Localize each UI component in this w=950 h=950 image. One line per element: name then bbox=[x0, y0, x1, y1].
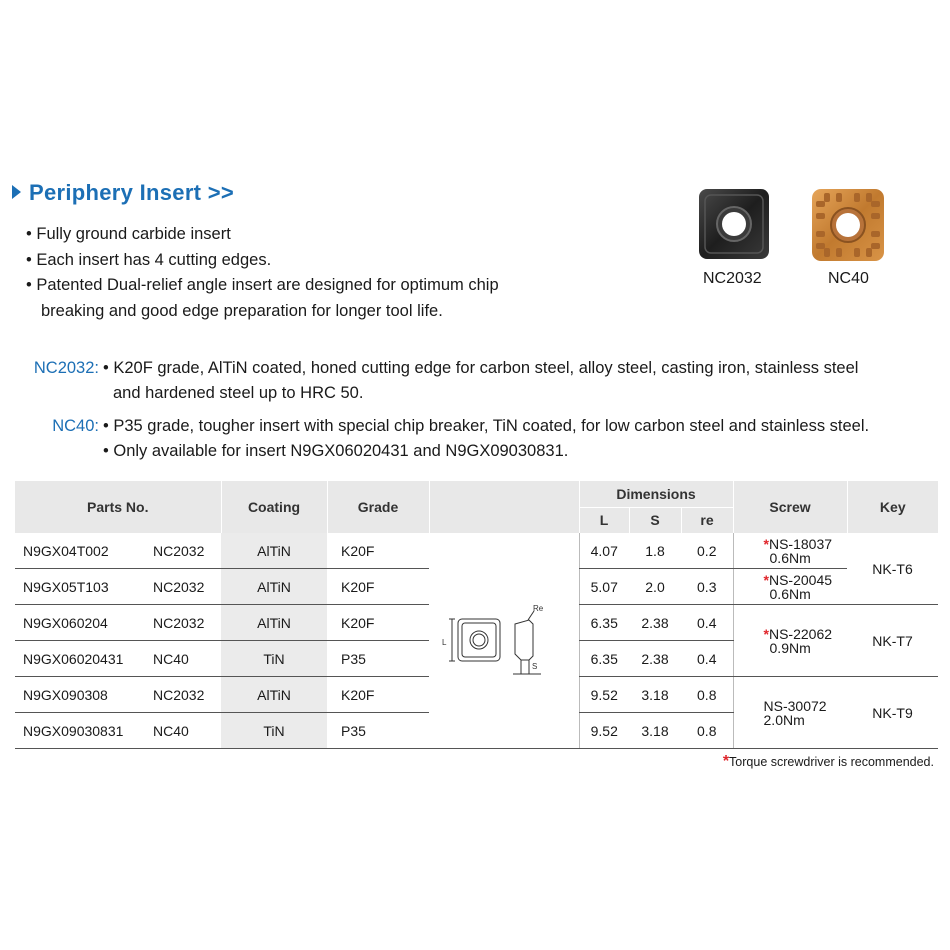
insert-nc40-label: NC40 bbox=[828, 270, 869, 287]
header-dimensions: Dimensions bbox=[579, 481, 733, 507]
feature-list bbox=[26, 222, 499, 324]
feature-item: breaking and good edge preparation for longer tool life. bbox=[41, 301, 443, 320]
grade-nc40 bbox=[0, 417, 950, 469]
header-s: S bbox=[629, 507, 681, 533]
feature-item: • Patented Dual-relief angle insert are designed for optimum chip bbox=[26, 276, 499, 294]
dim-l: 9.52 bbox=[579, 677, 629, 713]
grade-cell: K20F bbox=[327, 533, 429, 569]
part-number: N9GX090308 bbox=[15, 677, 145, 713]
header-parts-no: Parts No. bbox=[15, 481, 221, 533]
screw-cell: *NS-22062 0.9Nm bbox=[733, 605, 847, 677]
screw-cell: *NS-18037 0.6Nm bbox=[733, 533, 847, 569]
dim-s: 2.0 bbox=[629, 569, 681, 605]
dim-l: 9.52 bbox=[579, 713, 629, 749]
insert-nc2032-label: NC2032 bbox=[703, 270, 762, 287]
dim-l: 6.35 bbox=[579, 605, 629, 641]
dim-re: 0.2 bbox=[681, 533, 733, 569]
title-text: Periphery Insert >> bbox=[29, 180, 235, 205]
coating-cell: AlTiN bbox=[221, 533, 327, 569]
table-row bbox=[15, 533, 938, 569]
grade-line: and hardened steel up to HRC 50. bbox=[113, 384, 364, 402]
key-cell: NK-T9 bbox=[847, 677, 938, 749]
key-cell: NK-T6 bbox=[847, 533, 938, 605]
insert-dimension-drawing bbox=[429, 534, 579, 744]
dim-s: 3.18 bbox=[629, 713, 681, 749]
insert-nc2032-image bbox=[697, 187, 771, 261]
header-coating: Coating bbox=[221, 481, 327, 533]
coating-cell: TiN bbox=[221, 641, 327, 677]
grade-cell: K20F bbox=[327, 677, 429, 713]
grade-cell: P35 bbox=[327, 713, 429, 749]
part-number: N9GX05T103 bbox=[15, 569, 145, 605]
grade-cell: P35 bbox=[327, 641, 429, 677]
grade-line: • P35 grade, tougher insert with special chip breaker, TiN coated, for low carbon steel and stainless steel. bbox=[103, 417, 870, 435]
header-drawing bbox=[429, 481, 579, 533]
dim-l: 4.07 bbox=[579, 533, 629, 569]
torque-note: *Torque screwdriver is recommended. bbox=[722, 753, 934, 770]
part-grade-code: NC2032 bbox=[145, 533, 221, 569]
grade-key: NC2032: bbox=[33, 359, 99, 377]
dim-s: 2.38 bbox=[629, 605, 681, 641]
section-title bbox=[12, 180, 234, 206]
dim-re: 0.4 bbox=[681, 641, 733, 677]
feature-item: • Each insert has 4 cutting edges. bbox=[26, 250, 272, 269]
key-cell: NK-T7 bbox=[847, 605, 938, 677]
part-grade-code: NC40 bbox=[145, 713, 221, 749]
part-number: N9GX06020431 bbox=[15, 641, 145, 677]
drawing-label-s: S bbox=[532, 662, 538, 671]
dim-l: 5.07 bbox=[579, 569, 629, 605]
coating-cell: TiN bbox=[221, 713, 327, 749]
dim-s: 2.38 bbox=[629, 641, 681, 677]
dim-s: 3.18 bbox=[629, 677, 681, 713]
header-screw: Screw bbox=[733, 481, 847, 533]
coating-cell: AlTiN bbox=[221, 569, 327, 605]
dim-l: 6.35 bbox=[579, 641, 629, 677]
header-l: L bbox=[579, 507, 629, 533]
dim-re: 0.8 bbox=[681, 677, 733, 713]
screw-cell: *NS-20045 0.6Nm bbox=[733, 569, 847, 605]
grade-line: • K20F grade, AlTiN coated, honed cutting edge for carbon steel, alloy steel, casting iron, stainless steel bbox=[103, 359, 859, 377]
grade-key: NC40: bbox=[52, 417, 99, 435]
part-number: N9GX060204 bbox=[15, 605, 145, 641]
dim-s: 1.8 bbox=[629, 533, 681, 569]
insert-nc40-image bbox=[810, 187, 886, 263]
grade-cell: K20F bbox=[327, 569, 429, 605]
coating-cell: AlTiN bbox=[221, 677, 327, 713]
dim-re: 0.8 bbox=[681, 713, 733, 749]
part-grade-code: NC2032 bbox=[145, 677, 221, 713]
grade-nc2032 bbox=[0, 359, 950, 411]
grade-cell: K20F bbox=[327, 605, 429, 641]
dim-re: 0.3 bbox=[681, 569, 733, 605]
part-number: N9GX09030831 bbox=[15, 713, 145, 749]
part-grade-code: NC2032 bbox=[145, 569, 221, 605]
header-key: Key bbox=[847, 481, 938, 533]
drawing-label-l: L bbox=[442, 638, 447, 647]
part-grade-code: NC40 bbox=[145, 641, 221, 677]
coating-cell: AlTiN bbox=[221, 605, 327, 641]
title-arrow-icon bbox=[12, 185, 21, 199]
header-re: re bbox=[681, 507, 733, 533]
grade-line: • Only available for insert N9GX06020431 and N9GX09030831. bbox=[103, 442, 569, 460]
insert-drawing-cell bbox=[429, 533, 579, 749]
drawing-label-re: Re bbox=[533, 604, 544, 613]
dim-re: 0.4 bbox=[681, 605, 733, 641]
header-grade: Grade bbox=[327, 481, 429, 533]
spec-table bbox=[15, 481, 938, 749]
part-number: N9GX04T002 bbox=[15, 533, 145, 569]
screw-cell: NS-30072 2.0Nm bbox=[733, 677, 847, 749]
part-grade-code: NC2032 bbox=[145, 605, 221, 641]
feature-item: • Fully ground carbide insert bbox=[26, 225, 231, 243]
